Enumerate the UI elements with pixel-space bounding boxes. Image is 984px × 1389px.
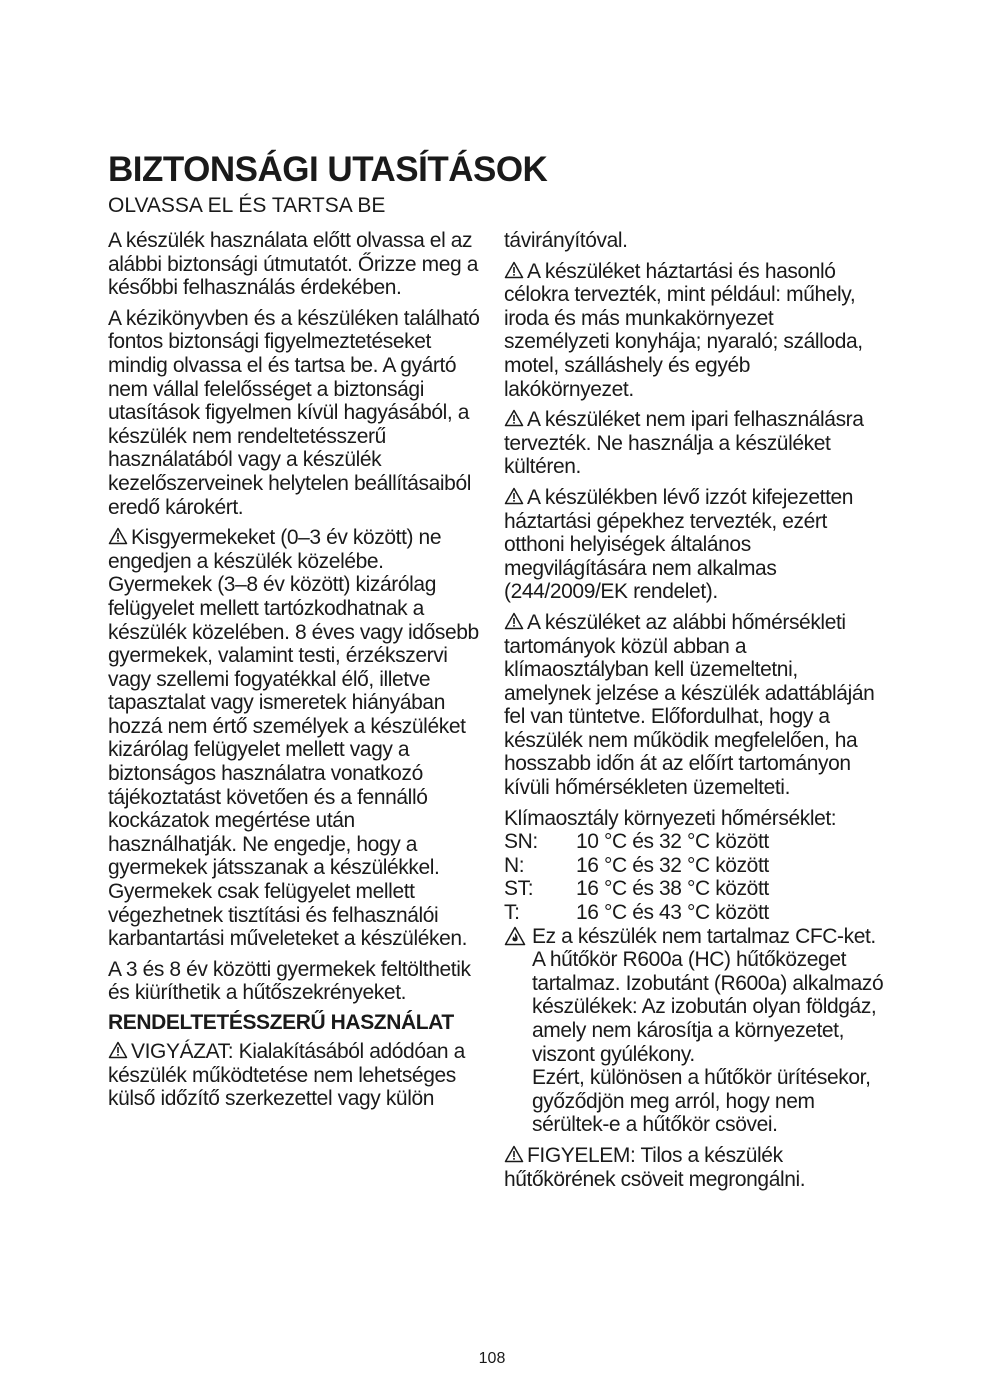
warning-triangle-icon xyxy=(504,1145,524,1163)
refrigerant-note-text: Ez a készülék nem tartalmaz CFC-ket. A hűtőkör R600a (HC) hűtőközeget tartalmaz. Izobutánt (R600a) alkalmazó készülékek: Az izobután olyan földgáz, amely nem károsítja a környezetet, viszont gyúlékony. xyxy=(532,924,884,1066)
climate-class-heading: Klímaosztály környezeti hőmérséklet: xyxy=(504,806,837,830)
bulb-warning xyxy=(504,486,884,604)
warning-triangle-icon xyxy=(504,261,524,279)
pipe-damage-warning xyxy=(504,1144,884,1191)
children-loading-paragraph: A 3 és 8 év közötti gyermekek feltölthetik és kiüríthetik a hűtőszekrényeket. xyxy=(108,957,471,1005)
climate-range: 16 °C és 38 °C között xyxy=(576,877,769,901)
climate-range: 10 °C és 32 °C között xyxy=(576,830,769,854)
non-industrial-text: A készüléket nem ipari felhasználásra tervezték. Ne használja a készüléket kültéren. xyxy=(504,408,864,479)
household-use-warning xyxy=(504,260,884,402)
warning-triangle-icon xyxy=(108,527,128,545)
page-number: 108 xyxy=(478,1350,506,1367)
remote-control-continuation: távirányítóval. xyxy=(504,229,628,252)
timer-warning xyxy=(108,1040,488,1111)
climate-row xyxy=(504,877,884,901)
page-subtitle: OLVASSA EL ÉS TARTSA BE xyxy=(108,194,386,217)
refrigerant-caution-text: Ezért, különösen a hűtőkör ürítésekor, győződjön meg arról, hogy nem sérültek-e a hűtőkör csövei. xyxy=(532,1066,871,1137)
pipe-damage-text: FIGYELEM: Tilos a készülék hűtőkörének csöveit megrongálni. xyxy=(504,1143,806,1191)
intended-use-heading: RENDELTETÉSSZERŰ HASZNÁLAT xyxy=(108,1011,454,1034)
climate-code: T: xyxy=(504,901,520,925)
warning-triangle-icon xyxy=(504,612,524,630)
climate-row xyxy=(504,854,884,878)
right-column xyxy=(504,229,884,1198)
flammable-warning-icon xyxy=(504,926,526,946)
warning-triangle-icon xyxy=(504,487,524,505)
climate-row xyxy=(504,830,884,854)
climate-code: ST: xyxy=(504,877,534,901)
refrigerant-note xyxy=(504,925,884,1137)
household-use-text: A készüléket háztartási és hasonló célokra tervezték, mint például: műhely, iroda és más munkakörnyezet személyzeti konyhája; nyaraló; szálloda, motel, szálláshely és egyéb lakókörnyezet. xyxy=(504,259,863,401)
climate-row xyxy=(504,901,884,925)
page-title: BIZTONSÁGI UTASÍTÁSOK xyxy=(108,150,548,189)
bulb-warning-text: A készülékben lévő izzót kifejezetten háztartási gépekhez tervezték, ezért otthoni helyiségek általános megvilágítására nem alkalmas (244/2009/EK rendelet). xyxy=(504,485,854,604)
children-warning-text: Kisgyermekeket (0–3 év között) ne engedjen a készülék közelébe. Gyermekek (3–8 év között) kizárólag felügyelet mellett tartózkodhatnak a készülék közelében. 8 éves vagy idősebb gyermekek, valamint testi, érzékszervi vagy szellemi fogyatékkal élő, illetve tapasztalat vagy ismeretek hiányában hozzá nem értő személyek a készüléket kizárólag felügyelet mellett vagy a biztonságos használatra vonatkozó tájékoztatást követően és a fennálló kockázatok megértése után használhatják. Ne engedje, hogy a gyermekek játsszanak a készülékkel. Gyermekek csak felügyelet mellett végezhetnek tisztítási és felhasználói karbantartási műveleteket a készüléken. xyxy=(108,526,479,951)
timer-warning-text: VIGYÁZAT: Kialakításából adódóan a készülék működtetése nem lehetséges külső időzítő szerkezettel vagy külön xyxy=(108,1040,465,1111)
climate-code: N: xyxy=(504,853,525,877)
intro-paragraph: A készülék használata előtt olvassa el az alábbi biztonsági útmutatót. Őrizze meg a későbbi felhasználás érdekében. xyxy=(108,229,478,300)
climate-range: 16 °C és 43 °C között xyxy=(576,901,769,925)
warning-triangle-icon xyxy=(108,1041,128,1059)
climate-class-warning xyxy=(504,611,884,800)
climate-code: SN: xyxy=(504,830,538,854)
children-warning xyxy=(108,526,488,951)
climate-class-text: A készüléket az alábbi hőmérsékleti tartományok közül abban a klímaosztályban kell üzemeltetni, amelynek jelzése a készülék adattábláján fel van tüntetve. Előfordulhat, hogy a készülék nem működik megfelelően, ha hosszabb időn át az előírt tartományon kívüli hőmérsékleten üzemelteti. xyxy=(504,610,875,800)
non-industrial-warning xyxy=(504,408,884,479)
manufacturer-liability-paragraph: A kézikönyvben és a készüléken található fontos biztonsági figyelmeztetéseket mindig olvassa el és tartsa be. A gyártó nem vállal felelősséget a biztonsági utasítások figyelmen kívül hagyásából, a készülék nem rendeltetésszerű használatából vagy a készülék kezelőszerveinek helytelen beállításaiból eredő károkért. xyxy=(108,306,480,519)
warning-triangle-icon xyxy=(504,409,524,427)
climate-range: 16 °C és 32 °C között xyxy=(576,853,769,877)
left-column xyxy=(108,229,488,1118)
